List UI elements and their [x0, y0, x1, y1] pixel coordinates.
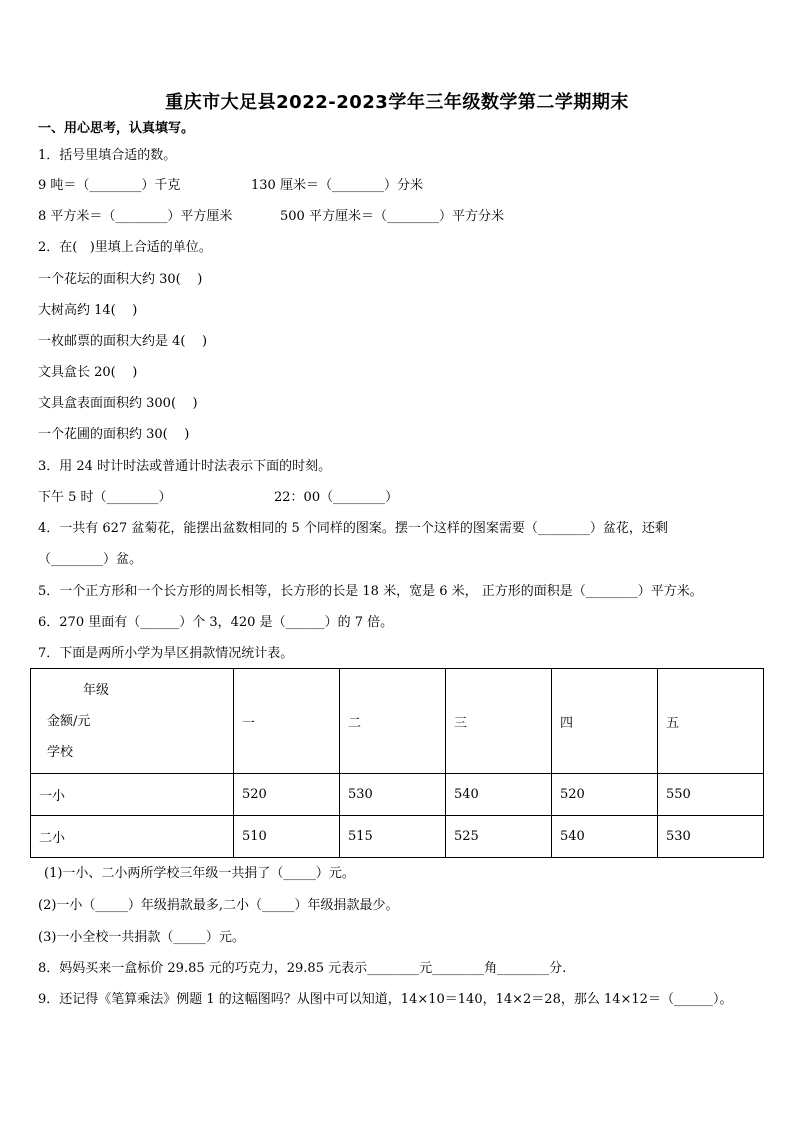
table-cell: 510 — [234, 816, 340, 858]
corner-label-school: 学校 — [47, 744, 74, 760]
donation-table — [30, 668, 764, 858]
question-7-heading: 7．下面是两所小学为旱区捐款情况统计表。 — [38, 646, 294, 661]
question-4-line-2: （________）盆。 — [38, 552, 143, 567]
table-cell: 520 — [552, 774, 658, 816]
table-cell: 530 — [340, 774, 446, 816]
question-7-sub-3: (3)一小全校一共捐款（_____）元。 — [38, 930, 245, 945]
question-1-item-b: 130 厘米＝（________）分米 — [251, 178, 423, 193]
page-title: 重庆市大足县2022-2023学年三年级数学第二学期期末 — [165, 92, 629, 113]
question-2-heading: 2．在( )里填上合适的单位。 — [38, 240, 212, 255]
corner-label-amount: 金额/元 — [47, 713, 91, 729]
table-row-label: 一小 — [31, 774, 234, 816]
question-4-line-1: 4．一共有 627 盆菊花，能摆出盆数相同的 5 个同样的图案。摆一个这样的图案需要（________）盆花，还剩 — [38, 521, 668, 536]
question-9: 9．还记得《笔算乘法》例题 1 的这幅图吗？从图中可以知道，14×10＝140，14×2＝28，那么 14×12＝（______）。 — [38, 992, 733, 1007]
question-2-item: 一枚邮票的面积大约是 4( ) — [38, 334, 208, 349]
table-cell: 540 — [552, 816, 658, 858]
table-cell: 540 — [446, 774, 552, 816]
question-2-item: 文具盒表面面积约 300( ) — [38, 396, 198, 411]
question-1-item-d: 500 平方厘米＝（________）平方分米 — [280, 209, 504, 224]
question-6: 6．270 里面有（______）个 3，420 是（______）的 7 倍。 — [38, 615, 394, 630]
table-corner-cell — [31, 669, 234, 774]
table-header-cell: 二 — [340, 669, 446, 774]
question-7-sub-1: (1)一小、二小两所学校三年级一共捐了（_____）元。 — [44, 866, 355, 881]
table-cell: 520 — [234, 774, 340, 816]
table-cell: 550 — [658, 774, 764, 816]
question-7-sub-2: (2)一小（_____）年级捐款最多,二小（_____）年级捐款最少。 — [38, 898, 399, 913]
question-3-item-a: 下午 5 时（________） — [38, 490, 172, 505]
question-1-heading: 1．括号里填合适的数。 — [38, 148, 177, 163]
question-8: 8．妈妈买来一盒标价 29.85 元的巧克力，29.85 元表示________元________角________分. — [38, 961, 567, 976]
question-2-item: 一个花坛的面积大约 30( ) — [38, 272, 203, 287]
section-heading: 一、用心思考，认真填写。 — [38, 121, 195, 136]
table-row — [31, 774, 764, 816]
corner-label-grade: 年级 — [83, 682, 110, 698]
table-header-cell: 四 — [552, 669, 658, 774]
question-2-item: 一个花圃的面积约 30( ) — [38, 427, 190, 442]
question-5: 5．一个正方形和一个长方形的周长相等，长方形的长是 18 米，宽是 6 米， 正方形的面积是（________）平方米。 — [38, 584, 703, 599]
question-1-item-c: 8 平方米＝（________）平方厘米 — [38, 209, 233, 224]
question-2-item: 大树高约 14( ) — [38, 303, 138, 318]
table-header-cell: 一 — [234, 669, 340, 774]
table-header-cell: 五 — [658, 669, 764, 774]
question-3-item-b: 22：00（________） — [274, 490, 399, 505]
table-cell: 515 — [340, 816, 446, 858]
table-row — [31, 816, 764, 858]
table-cell: 525 — [446, 816, 552, 858]
question-3-heading: 3．用 24 时计时法或普通计时法表示下面的时刻。 — [38, 459, 332, 474]
question-1-item-a: 9 吨＝（________）千克 — [38, 178, 181, 193]
question-2-item: 文具盒长 20( ) — [38, 365, 138, 380]
table-header-cell: 三 — [446, 669, 552, 774]
table-header-row — [31, 669, 764, 774]
table-cell: 530 — [658, 816, 764, 858]
table-row-label: 二小 — [31, 816, 234, 858]
